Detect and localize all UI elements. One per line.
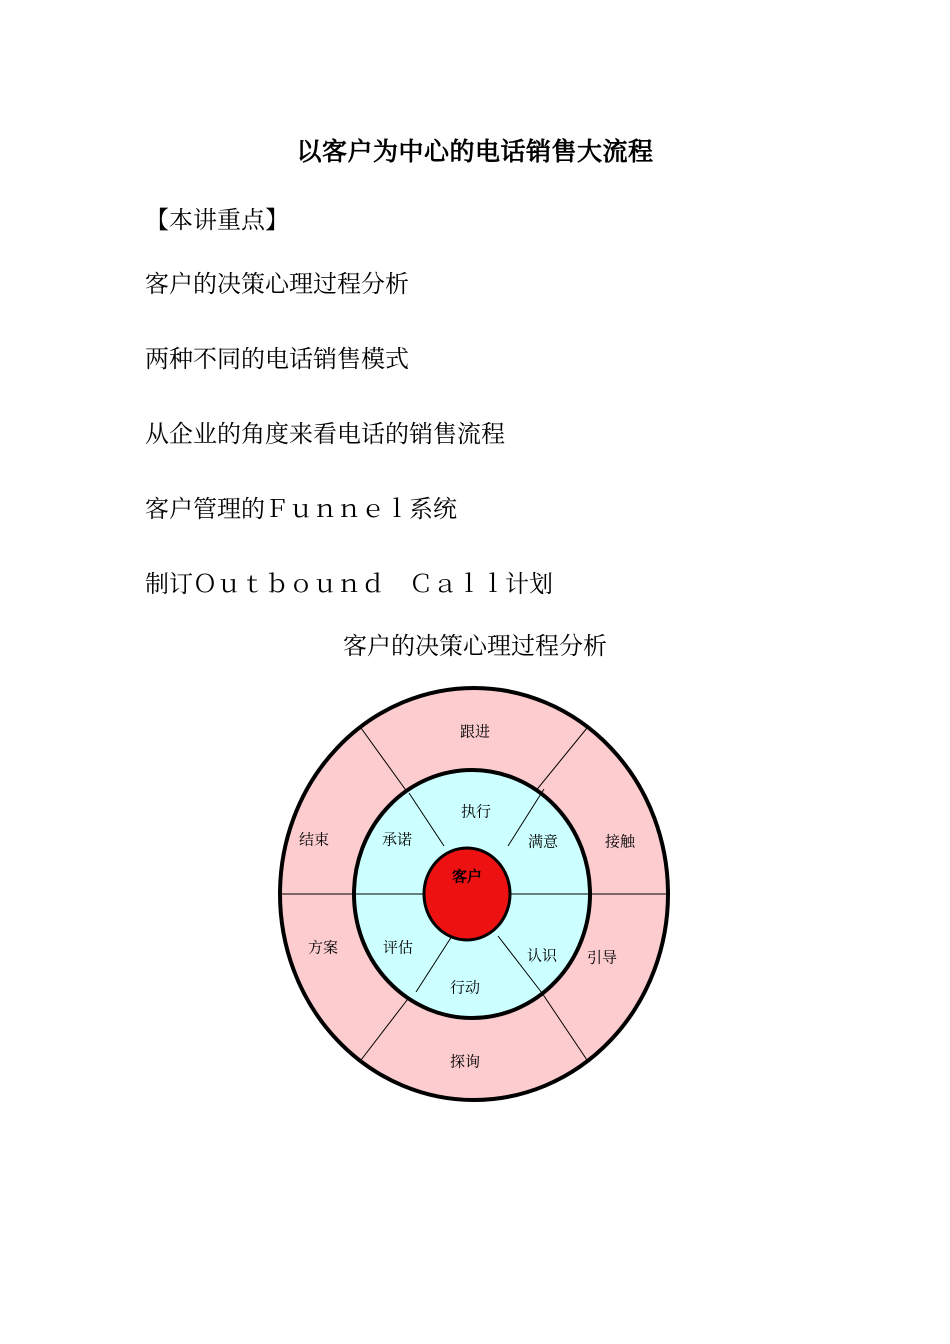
key-point-item: 客户的决策心理过程分析 [145, 270, 409, 298]
key-point-item: 客户管理的Ｆｕｎｎｅｌ系统 [145, 495, 457, 523]
inner-label-evaluate: 评估 [382, 938, 414, 957]
key-points-heading: 【本讲重点】 [145, 206, 289, 234]
inner-label-satisfied: 满意 [527, 832, 559, 851]
outer-label-guide: 引导 [586, 948, 618, 967]
inner-label-commit: 承诺 [381, 830, 413, 849]
outer-label-inquire: 探询 [449, 1052, 481, 1071]
document-title: 以客户为中心的电话销售大流程 [296, 137, 654, 166]
outer-label-proposal: 方案 [307, 938, 339, 957]
inner-label-action: 行动 [449, 978, 481, 997]
key-point-item: 制订Ｏｕｔｂｏｕｎｄ Ｃａｌｌ计划 [145, 570, 553, 598]
key-point-item: 两种不同的电话销售模式 [145, 345, 409, 373]
center-label-customer: 客户 [451, 867, 483, 886]
outer-label-follow-up: 跟进 [459, 722, 491, 741]
outer-label-close: 结束 [298, 830, 330, 849]
inner-label-execute: 执行 [460, 802, 492, 821]
inner-label-recognize: 认识 [526, 946, 558, 965]
figure-caption: 客户的决策心理过程分析 [343, 632, 607, 660]
center-circle [424, 848, 510, 940]
outer-label-contact: 接触 [604, 832, 636, 851]
customer-decision-wheel-diagram [276, 686, 672, 1104]
key-point-item: 从企业的角度来看电话的销售流程 [145, 420, 505, 448]
